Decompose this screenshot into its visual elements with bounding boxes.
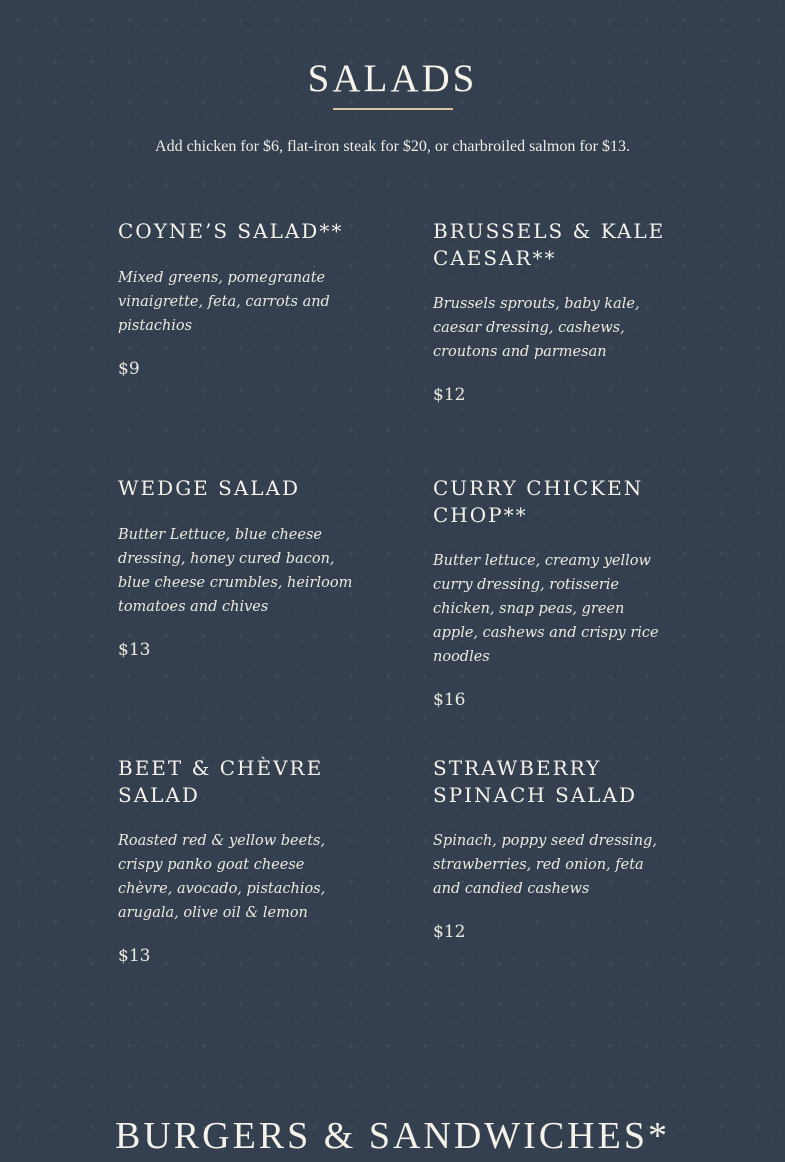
menu-item [433,218,673,407]
menu-item [433,755,673,944]
title-divider [333,108,453,110]
menu-item-description: Brussels sprouts, baby kale, caesar dressing, cashews, croutons and parmesan [433,296,640,360]
menu-item-description: Butter lettuce, creamy yellow curry dressing, rotisserie chicken, snap peas, green apple, cashews and crispy rice noodles [433,553,659,665]
section-title-burgers: BURGERS & SANDWICHES* [115,1115,670,1157]
menu-item-name: CURRY CHICKEN CHOP** [433,476,644,527]
menu-item [118,755,358,968]
menu-item-description: Butter Lettuce, blue cheese dressing, honey cured bacon, blue cheese crumbles, heirloom tomatoes and chives [118,526,353,615]
menu-item [433,475,673,712]
menu-item-price: $13 [118,639,151,660]
menu-item-description: Roasted red & yellow beets, crispy panko goat cheese chèvre, avocado, pistachios, arugala, olive oil & lemon [118,833,326,921]
section-intro: Add chicken for $6, flat-iron steak for $20, or charbroiled salmon for $13. [155,138,630,155]
menu-item-name: STRAWBERRY SPINACH SALAD [433,756,638,807]
menu-item-price: $9 [118,358,140,379]
menu-item [118,218,358,381]
menu-item-price: $12 [433,385,466,405]
menu-item-price: $16 [433,690,466,710]
menu-item-name: BRUSSELS & KALE CAESAR** [433,219,666,270]
menu-item [118,475,358,662]
section-title-salads: SALADS [307,57,478,100]
menu-item-name: WEDGE SALAD [118,476,301,500]
menu-item-description: Spinach, poppy seed dressing, strawberries, red onion, feta and candied cashews [433,833,657,897]
menu-item-name: COYNE’S SALAD** [118,219,344,243]
menu-item-price: $13 [118,946,151,966]
menu-item-price: $12 [433,922,466,942]
menu-item-name: BEET & CHÈVRE SALAD [118,756,324,807]
menu-item-description: Mixed greens, pomegranate vinaigrette, feta, carrots and pistachios [118,269,330,334]
